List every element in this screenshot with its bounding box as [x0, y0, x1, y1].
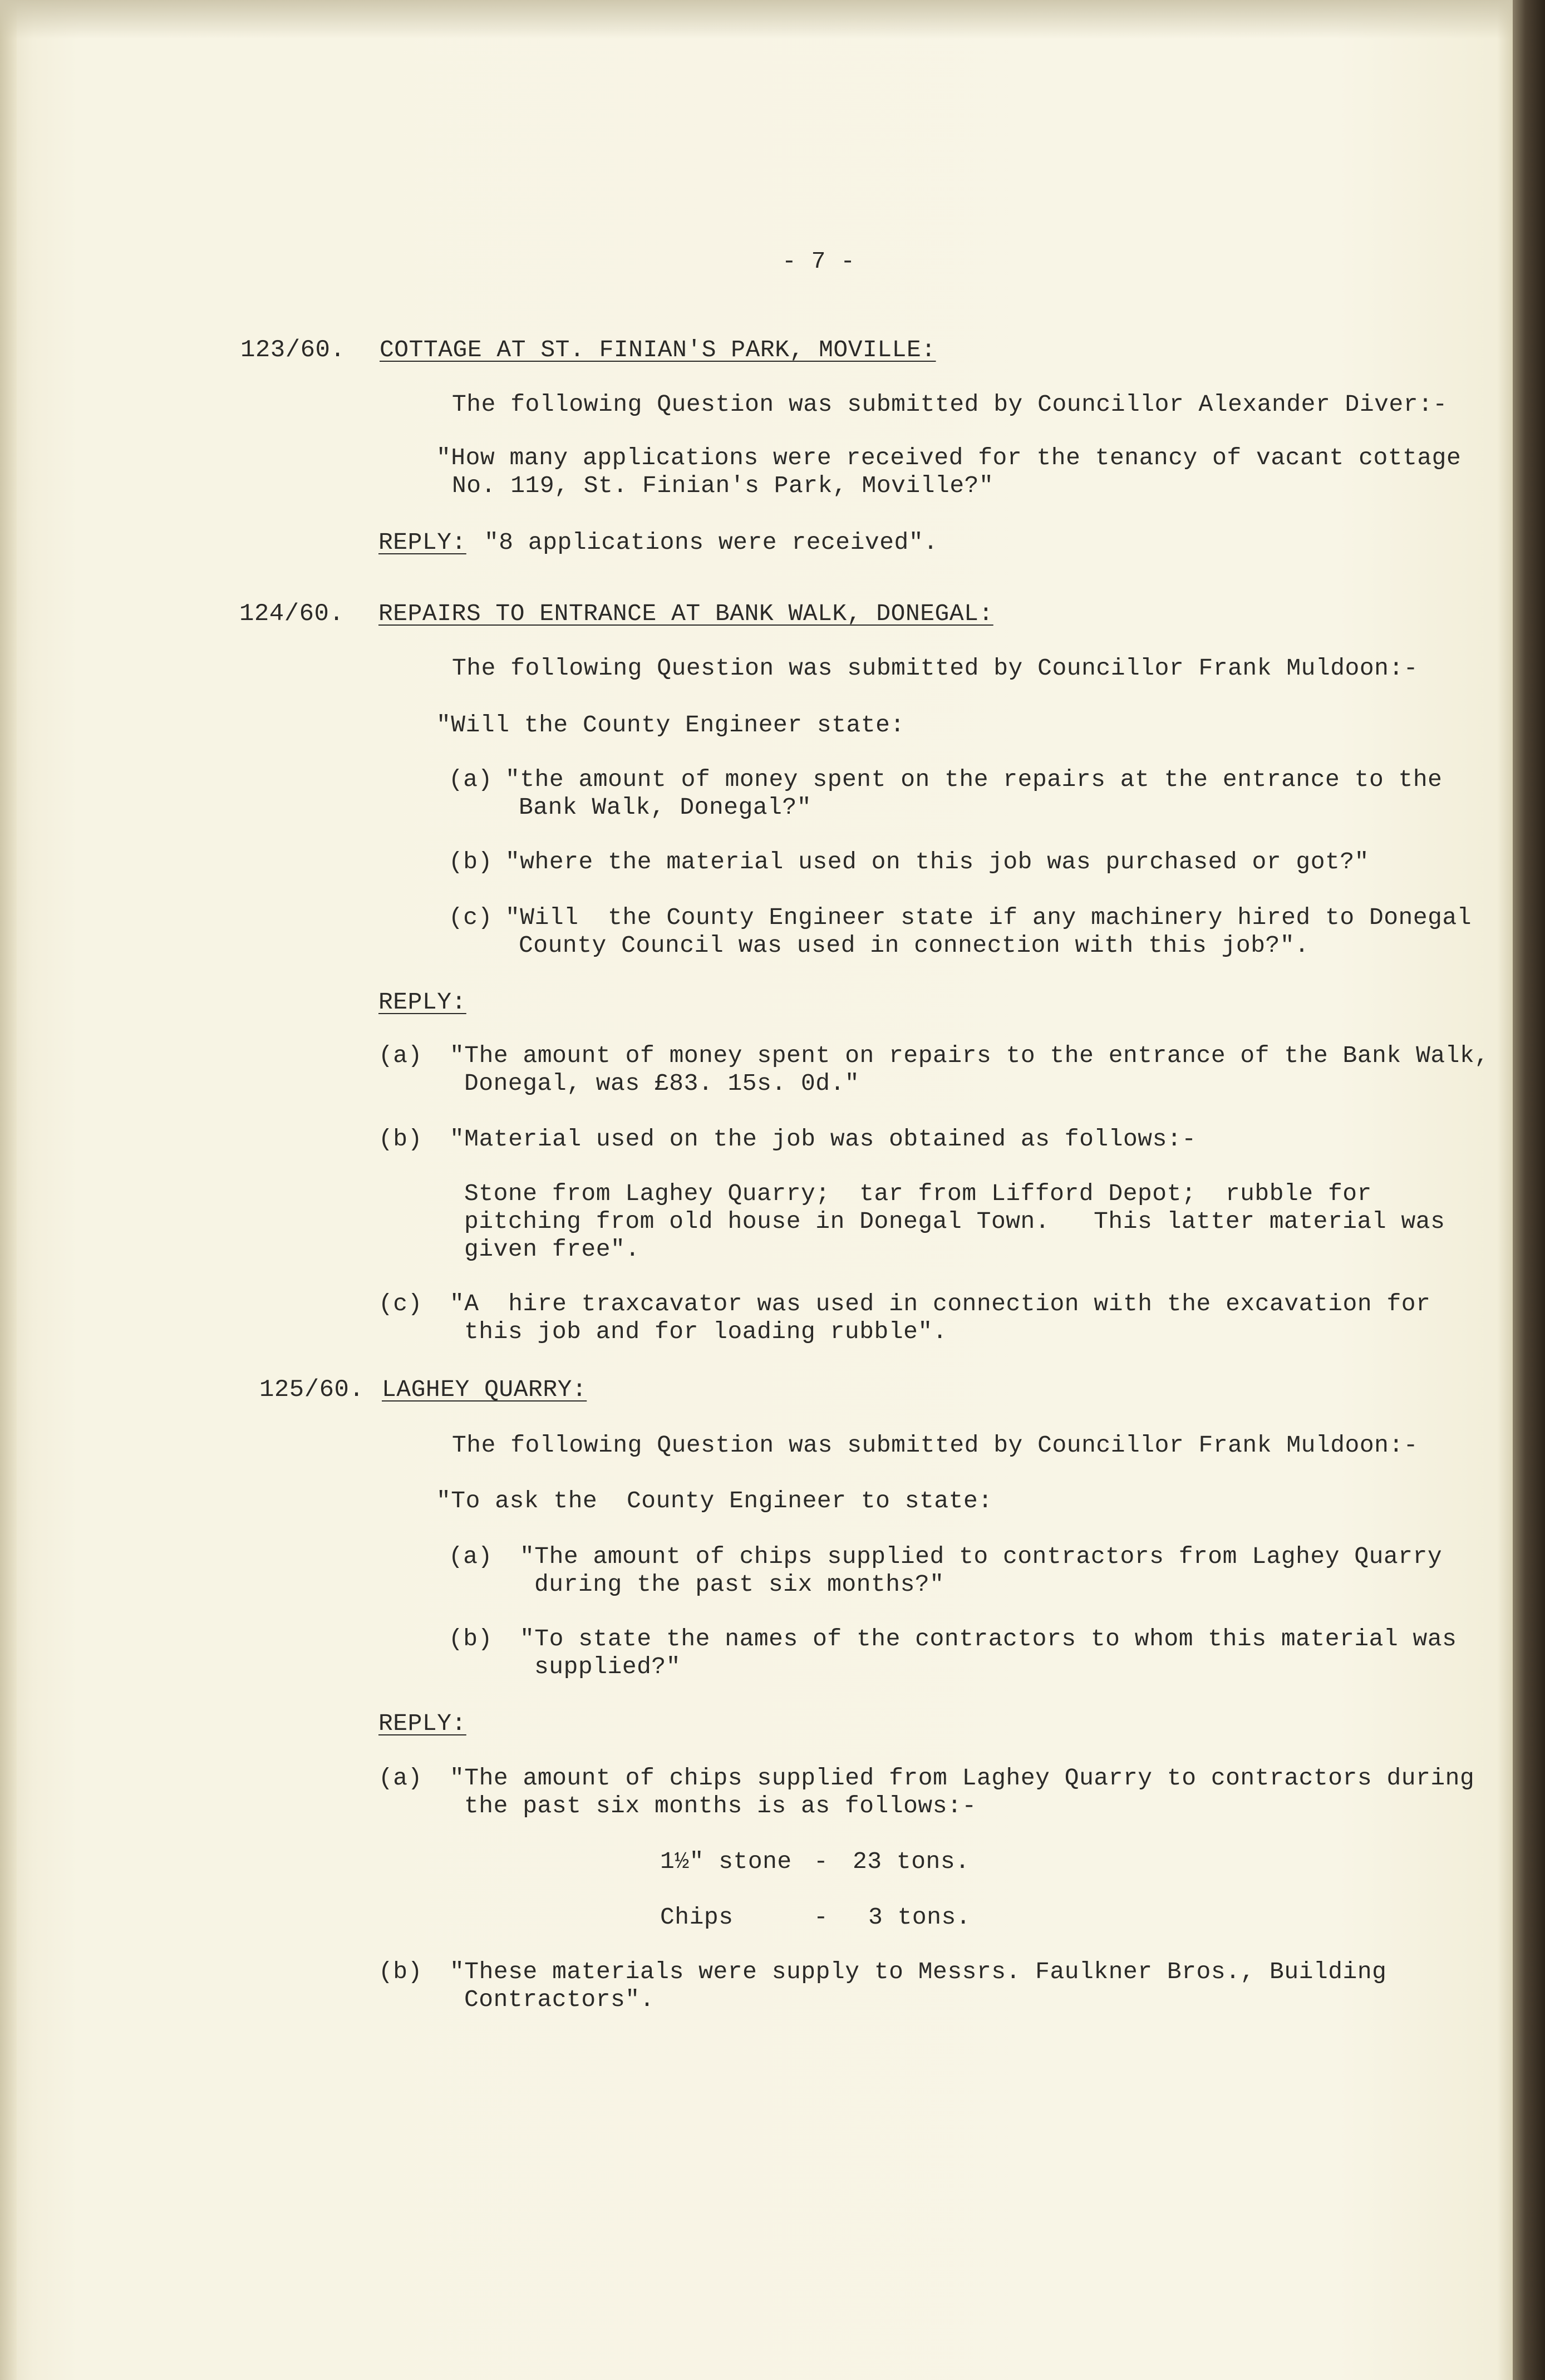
reply-line: Stone from Laghey Quarry; tar from Lifford Depot; rubble for	[464, 1180, 1372, 1207]
reply-line: "The amount of money spent on repairs to the entrance of the Bank Walk,	[450, 1042, 1489, 1069]
question-lead: "Will the County Engineer state:	[436, 711, 905, 739]
question-line: Bank Walk, Donegal?"	[519, 794, 812, 821]
question-label: (c)	[449, 904, 493, 931]
quantity-amount: 23 tons.	[853, 1848, 970, 1875]
question-line: "the amount of money spent on the repairs at the entrance to the	[505, 766, 1443, 793]
question-line: No. 119, St. Finian's Park, Moville?"	[452, 472, 994, 499]
reply-line: pitching from old house in Donegal Town. This latter material was	[464, 1208, 1445, 1235]
question-label: (b)	[449, 848, 493, 876]
item-heading: REPAIRS TO ENTRANCE AT BANK WALK, DONEGAL:	[378, 600, 993, 627]
question-intro: The following Question was submitted by Councillor Frank Muldoon:-	[452, 655, 1419, 682]
item-number: 123/60.	[240, 336, 346, 364]
question-label: (a)	[449, 1543, 493, 1570]
reply-line: Donegal, was £83. 15s. 0d."	[464, 1070, 860, 1097]
page-top-shadow	[0, 0, 1513, 39]
reply-line: given free".	[464, 1236, 640, 1263]
quantity-item: 1½" stone	[660, 1848, 792, 1875]
question-line: "To state the names of the contractors to whom this material was	[520, 1625, 1457, 1653]
reply-label: REPLY:	[378, 989, 466, 1016]
question-line: "Will the County Engineer state if any machinery hired to Donegal	[505, 904, 1472, 931]
reply-label: (b)	[378, 1125, 422, 1153]
question-line: "How many applications were received for the tenancy of vacant cottage	[436, 444, 1462, 471]
reply-line: Contractors".	[464, 1986, 655, 2013]
reply-label: (a)	[378, 1042, 422, 1069]
quantity-amount: 3 tons.	[868, 1904, 971, 1931]
reply-line: "A hire traxcavator was used in connection with the excavation for	[450, 1290, 1431, 1317]
page-number: - 7 -	[782, 248, 855, 275]
item-number: 125/60.	[259, 1376, 365, 1404]
question-line: "where the material used on this job was purchased or got?"	[505, 848, 1369, 876]
question-line: supplied?"	[534, 1653, 681, 1680]
item-heading: LAGHEY QUARRY:	[382, 1376, 587, 1403]
reply-label: (a)	[378, 1764, 422, 1792]
reply-line: "The amount of chips supplied from Laghey Quarry to contractors during	[450, 1764, 1475, 1792]
reply-label: REPLY:	[378, 529, 466, 556]
item-number: 124/60.	[239, 600, 345, 628]
item-heading: COTTAGE AT ST. FINIAN'S PARK, MOVILLE:	[380, 336, 936, 363]
question-lead: "To ask the County Engineer to state:	[436, 1487, 993, 1514]
question-label: (a)	[449, 766, 493, 793]
reply-text: "8 applications were received".	[484, 529, 938, 556]
reply-label: REPLY:	[378, 1710, 466, 1737]
page-fore-edge	[1513, 0, 1545, 2380]
quantity-item: Chips	[660, 1904, 734, 1931]
quantity-dash: -	[814, 1904, 829, 1931]
reply-line: the past six months is as follows:-	[464, 1792, 977, 1820]
question-intro: The following Question was submitted by Councillor Alexander Diver:-	[452, 391, 1448, 418]
reply-line: this job and for loading rubble".	[464, 1318, 948, 1345]
reply-line: "Material used on the job was obtained as follows:-	[450, 1125, 1197, 1153]
question-line: during the past six months?"	[534, 1571, 944, 1598]
question-line: County Council was used in connection with this job?".	[519, 932, 1310, 959]
page-gutter	[0, 0, 17, 2380]
quantity-dash: -	[814, 1848, 829, 1875]
reply-label: (b)	[378, 1958, 422, 1985]
reply-line: "These materials were supply to Messrs. Faulkner Bros., Building	[450, 1958, 1387, 1985]
question-line: "The amount of chips supplied to contractors from Laghey Quarry	[520, 1543, 1443, 1570]
question-intro: The following Question was submitted by Councillor Frank Muldoon:-	[452, 1432, 1419, 1459]
question-label: (b)	[449, 1625, 493, 1653]
reply-label: (c)	[378, 1290, 422, 1317]
